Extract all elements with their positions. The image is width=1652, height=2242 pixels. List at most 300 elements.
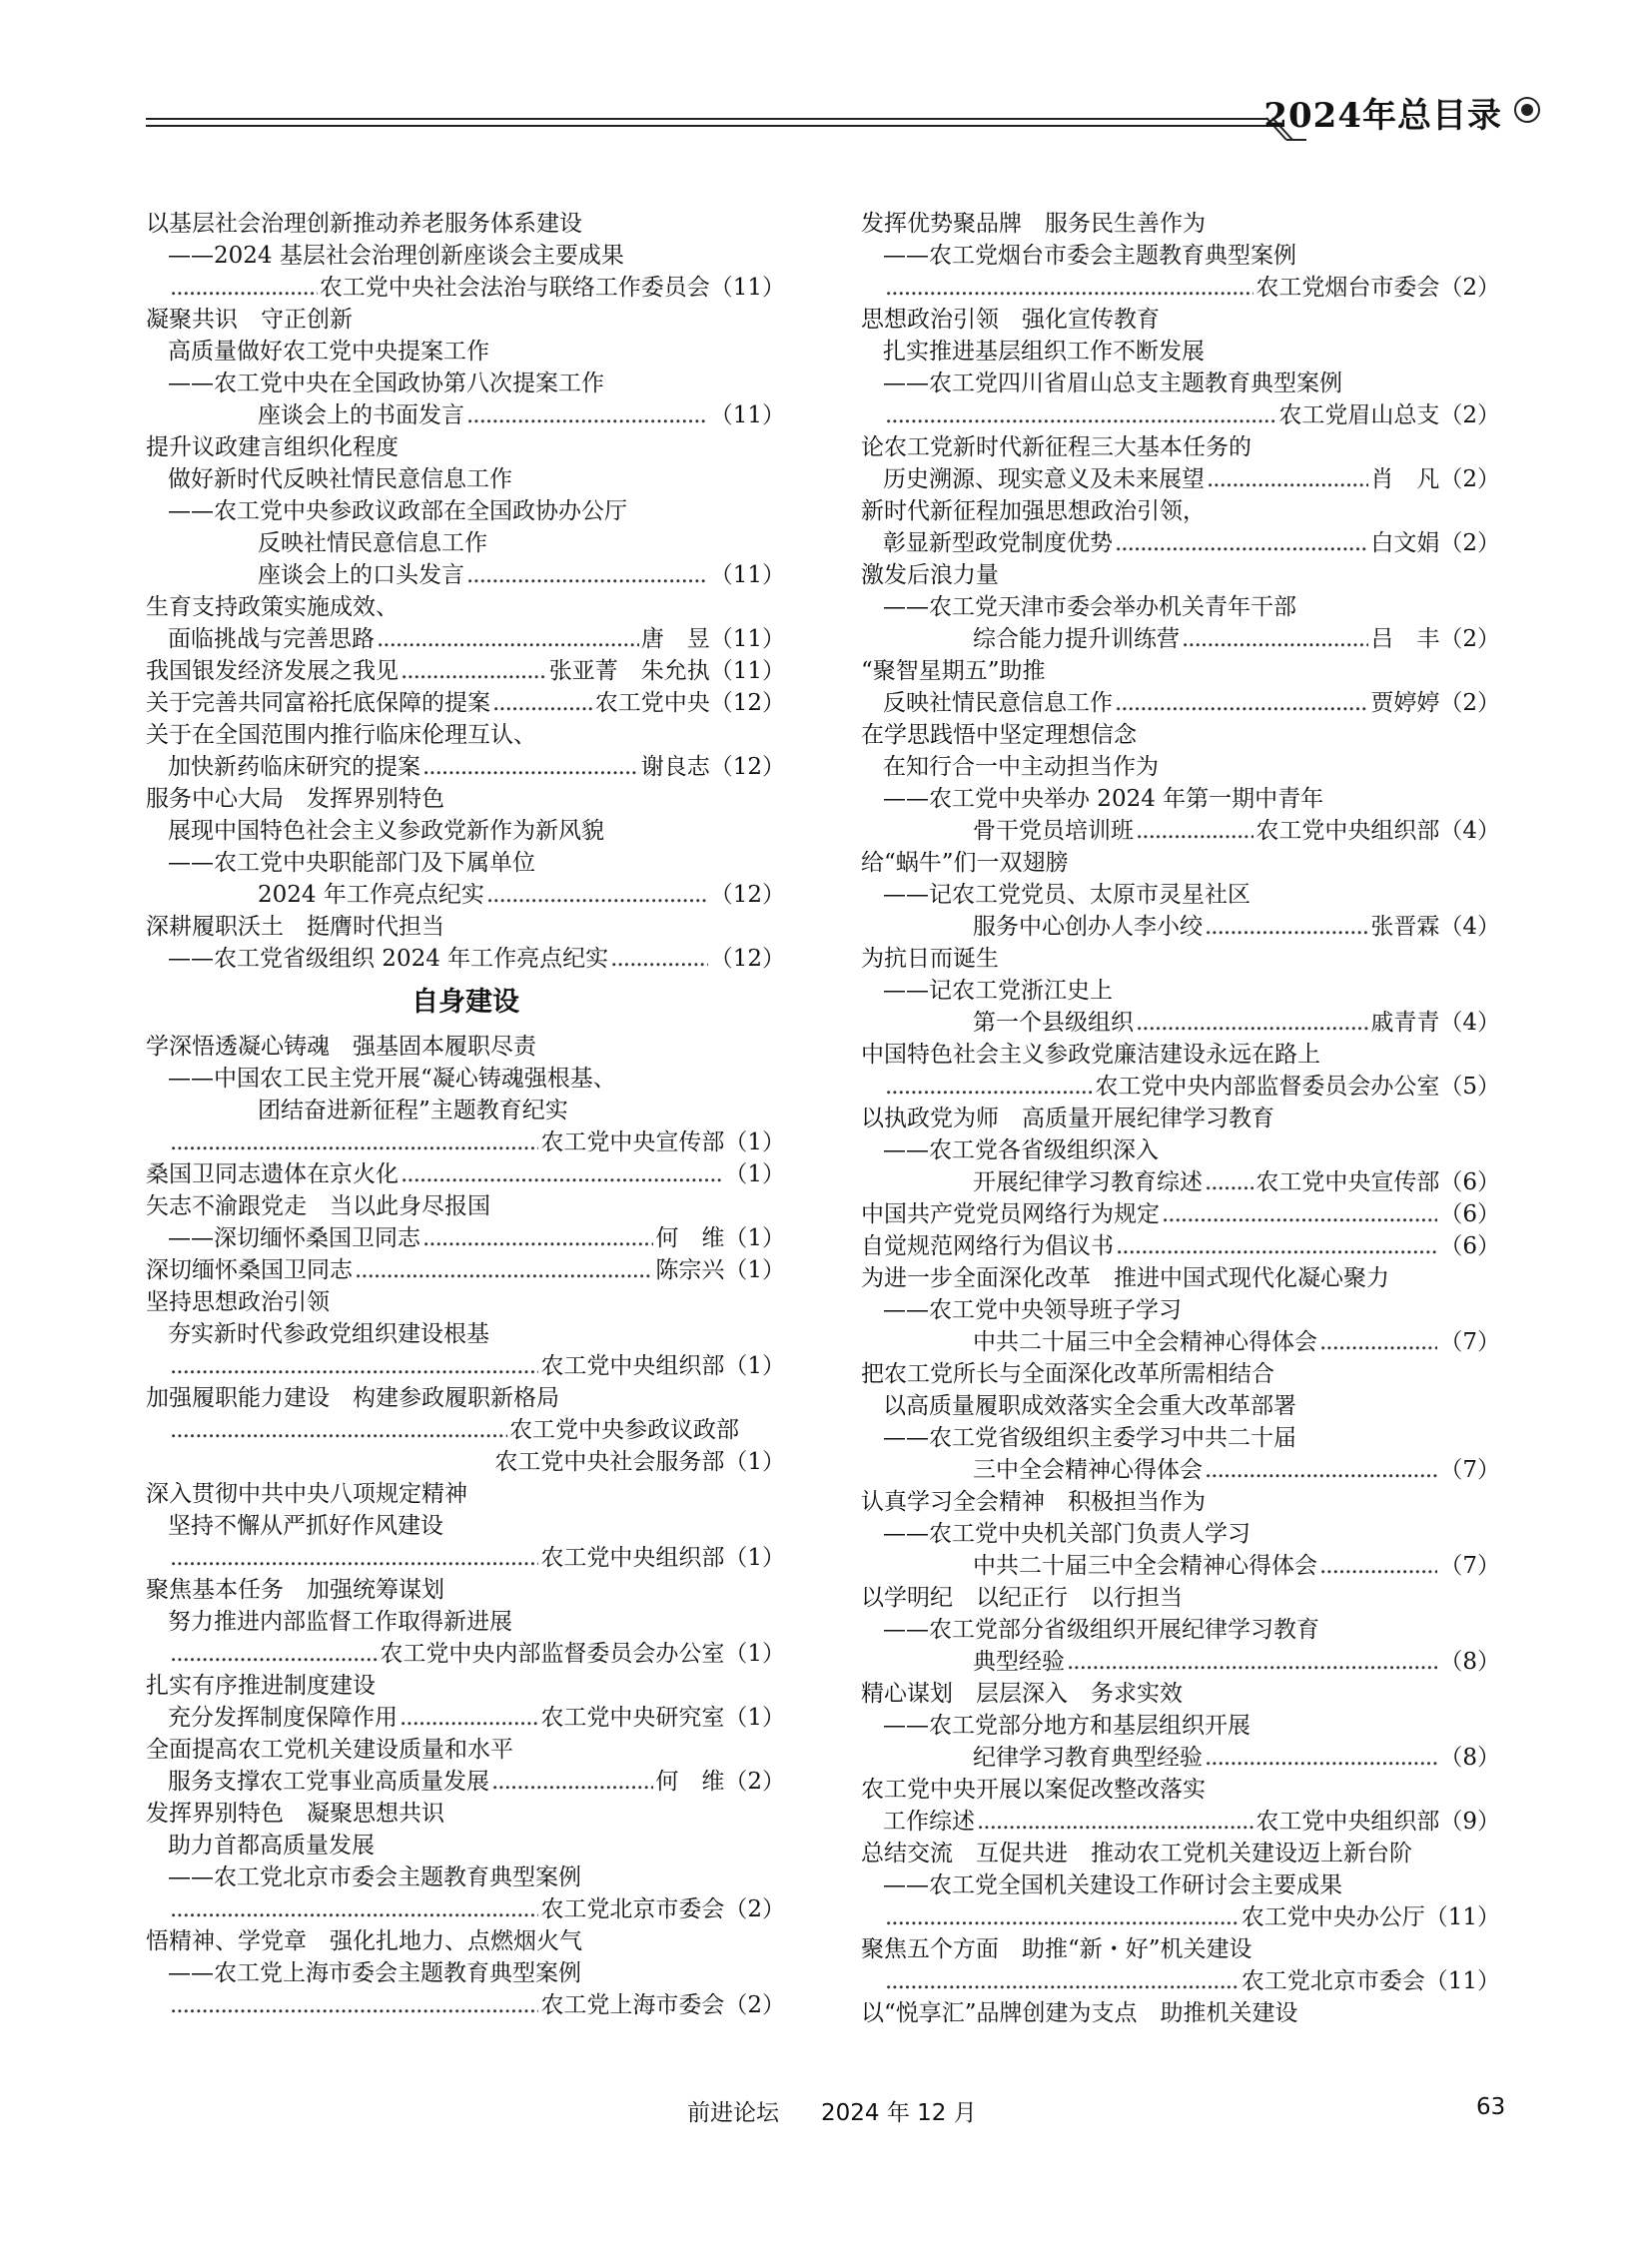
dot-leader	[422, 1222, 653, 1254]
entry-issue: （9）	[1439, 1809, 1500, 1835]
dot-leader	[977, 1806, 1253, 1838]
entry-title: ——农工党中央领导班子学习	[883, 1297, 1182, 1323]
entry-title: 中共二十届三中全会精神心得体会	[973, 1553, 1317, 1579]
toc-entry-line	[146, 1925, 785, 1957]
toc-entry-line	[861, 1742, 1500, 1774]
toc-entry-line	[146, 1190, 785, 1222]
entry-title: 聚焦基本任务 加强统筹谋划	[146, 1577, 444, 1603]
entry-title: 提升议政建言组织化程度	[146, 434, 399, 460]
entry-title: 关于完善共同富裕托底保障的提案	[146, 690, 490, 716]
entry-author: 农工党中央组织部	[540, 1353, 725, 1379]
page-number: 63	[1476, 2094, 1506, 2120]
toc-entry-line	[146, 911, 785, 943]
entry-title: 给“蜗牛”们一双翅膀	[861, 850, 1069, 876]
entry-title: 座谈会上的书面发言	[258, 402, 464, 428]
entry-author: 农工党中央社会服务部	[494, 1449, 725, 1475]
toc-entry-line	[146, 1606, 785, 1638]
toc-entry-line	[146, 1702, 785, 1734]
dot-leader	[377, 623, 639, 655]
entry-title: 骨干党员培训班	[973, 818, 1134, 844]
entry-title: 努力推进内部监督工作取得新进展	[168, 1609, 512, 1635]
entry-title: 矢志不渝跟党走 当以此身尽报国	[146, 1193, 490, 1219]
entry-author: 肖 凡	[1370, 466, 1440, 492]
entry-title: 以基层社会治理创新推动养老服务体系建设	[146, 211, 582, 237]
entry-title: 全面提高农工党机关建设质量和水平	[146, 1737, 513, 1763]
entry-issue: （6）	[1439, 1169, 1500, 1195]
toc-entry-line	[861, 1614, 1500, 1646]
entry-title: 坚持思想政治引领	[146, 1289, 330, 1315]
entry-title: 深切缅怀桑国卫同志	[146, 1257, 353, 1283]
dot-leader	[170, 1893, 538, 1925]
entry-title: ——农工党省级组织主委学习中共二十届	[883, 1425, 1296, 1451]
entry-issue: （2）	[1439, 626, 1500, 652]
entry-title: 第一个县级组织	[973, 1010, 1134, 1036]
entry-title: ——2024 基层社会治理创新座谈会主要成果	[168, 243, 624, 269]
header-rule-bottom	[146, 125, 1268, 127]
toc-entry-line	[146, 1574, 785, 1606]
toc-entry-line	[146, 1350, 785, 1382]
toc-entry-line	[146, 1862, 785, 1893]
toc-entry-line	[861, 591, 1500, 623]
toc-entry-line	[861, 1390, 1500, 1422]
dot-leader	[466, 399, 708, 431]
toc-entry-line	[146, 591, 785, 623]
toc-entry-line	[146, 1957, 785, 1989]
page-footer	[0, 2094, 1652, 2130]
entry-issue: （1）	[724, 1129, 785, 1155]
entry-title: 反映社情民意信息工作	[883, 690, 1113, 716]
entry-issue: （1）	[724, 1225, 785, 1251]
entry-title: 我国银发经济发展之我见	[146, 658, 399, 684]
toc-entry-line	[861, 1901, 1500, 1933]
entry-issue: （1）	[724, 1545, 785, 1571]
toc-entry-line	[861, 1518, 1500, 1550]
entry-issue: （11）	[709, 658, 785, 684]
entry-author: 何 维	[655, 1225, 725, 1251]
entry-title: 服务中心创办人李小绞	[973, 914, 1203, 940]
entry-issue: （12）	[709, 754, 785, 780]
entry-author: 农工党烟台市委会	[1255, 275, 1440, 301]
entry-title: 纪律学习教育典型经验	[973, 1745, 1203, 1771]
dot-leader	[170, 272, 318, 304]
entry-title: 生育支持政策实施成效、	[146, 594, 399, 620]
entry-title: ——农工党天津市委会举办机关青年干部	[883, 594, 1296, 620]
entry-issue: （2）	[1439, 275, 1500, 301]
entry-title: ——农工党四川省眉山总支主题教育典型案例	[883, 371, 1342, 396]
entry-title: ——记农工党浙江史上	[883, 978, 1113, 1004]
entry-title: 桑国卫同志遗体在京火化	[146, 1161, 399, 1187]
toc-entry-line	[861, 527, 1500, 559]
entry-title: 服务中心大局 发挥界别特色	[146, 786, 444, 812]
dot-leader	[1319, 1550, 1437, 1582]
toc-entry-line	[146, 1158, 785, 1190]
entry-issue: （2）	[1439, 690, 1500, 716]
entry-author: 张晋霖	[1370, 914, 1440, 940]
entry-issue: （2）	[724, 1896, 785, 1922]
toc-entry-line	[146, 1510, 785, 1542]
entry-title: 悟精神、学党章 强化扎地力、点燃烟火气	[146, 1928, 582, 1954]
entry-author: 农工党中央内部监督委员会办公室	[1095, 1074, 1440, 1100]
dot-leader	[170, 1350, 538, 1382]
toc-entry-line	[861, 336, 1500, 368]
toc-entry-line	[861, 1007, 1500, 1039]
toc-entry-line	[146, 1031, 785, 1063]
toc-entry-line	[861, 1582, 1500, 1614]
entry-title: 展现中国特色社会主义参政党新作为新风貌	[168, 818, 604, 844]
toc-entry-line	[146, 719, 785, 751]
entry-issue: （11）	[709, 402, 785, 428]
toc-entry-line	[146, 879, 785, 911]
entry-issue: （2）	[1439, 466, 1500, 492]
entry-title: ——农工党各省级组织深入	[883, 1137, 1159, 1163]
entry-title: 以“悦享汇”品牌创建为支点 助推机关建设	[861, 2000, 1298, 2026]
entry-title: 深入贯彻中共中央八项规定精神	[146, 1481, 467, 1507]
dot-leader	[491, 1766, 653, 1798]
entry-title: 深耕履职沃土 挺膺时代担当	[146, 914, 444, 940]
toc-entry-line	[146, 559, 785, 591]
entry-issue: （6）	[1439, 1233, 1500, 1259]
toc-entry-line	[146, 1989, 785, 2021]
dot-leader	[400, 1702, 538, 1734]
toc-entry-line	[146, 240, 785, 272]
entry-author: 贾婷婷	[1370, 690, 1440, 716]
entry-title: 新时代新征程加强思想政治引领，	[861, 498, 1206, 524]
dot-leader	[1319, 1326, 1437, 1358]
toc-entry-line	[861, 815, 1500, 847]
dot-leader	[1182, 623, 1368, 655]
toc-entry-line	[861, 719, 1500, 751]
toc-entry-line	[861, 687, 1500, 719]
entry-title: 以学明纪 以纪正行 以行担当	[861, 1585, 1183, 1611]
toc-column-right	[861, 208, 1500, 2029]
entry-author: 农工党中央研究室	[540, 1705, 725, 1731]
toc-entry-line	[861, 1039, 1500, 1071]
dot-leader	[170, 1126, 538, 1158]
entry-issue: （7）	[1439, 1457, 1500, 1483]
entry-author: 农工党中央内部监督委员会办公室	[380, 1641, 725, 1667]
toc-entry-line	[146, 751, 785, 783]
toc-entry-line	[146, 272, 785, 304]
entry-title: 在知行合一中主动担当作为	[883, 754, 1159, 780]
entry-issue: （4）	[1439, 818, 1500, 844]
dot-leader	[885, 1071, 1093, 1103]
toc-entry-line	[146, 1478, 785, 1510]
entry-title: 2024 年工作亮点纪实	[258, 882, 484, 908]
entry-title: 工作综述	[883, 1809, 975, 1835]
entry-author: 农工党中央组织部	[1255, 818, 1440, 844]
entry-title: 聚焦五个方面 助推“新・好”机关建设	[861, 1936, 1252, 1962]
dot-leader	[1115, 527, 1368, 559]
entry-issue: （7）	[1439, 1329, 1500, 1355]
toc-entry-line	[146, 1670, 785, 1702]
toc-entry-line	[861, 1326, 1500, 1358]
dot-leader	[401, 655, 547, 687]
entry-title: 综合能力提升训练营	[973, 626, 1180, 652]
entry-title: 中国共产党党员网络行为规定	[861, 1201, 1160, 1227]
header-rule-top	[146, 118, 1268, 120]
entry-issue: （1）	[724, 1353, 785, 1379]
entry-issue: （1）	[724, 1257, 785, 1283]
toc-entry-line	[146, 304, 785, 336]
entry-author: 农工党中央组织部	[540, 1545, 725, 1571]
entry-author: 戚青青	[1370, 1010, 1440, 1036]
entry-title: 思想政治引领 强化宣传教育	[861, 307, 1160, 333]
entry-issue: （12）	[709, 946, 785, 972]
toc-entry-line	[146, 815, 785, 847]
entry-author: 农工党中央宣传部	[1255, 1169, 1440, 1195]
entry-title: ——农工党中央参政议政部在全国政协办公厅	[168, 498, 627, 524]
toc-entry-line	[861, 847, 1500, 879]
toc-entry-line	[146, 1095, 785, 1126]
toc-entry-line	[861, 623, 1500, 655]
entry-author: 农工党眉山总支	[1278, 402, 1440, 428]
dot-leader	[1136, 1007, 1368, 1039]
entry-author: 白文娟	[1370, 530, 1440, 556]
entry-title: ——农工党上海市委会主题教育典型案例	[168, 1960, 581, 1986]
toc-entry-line	[146, 1254, 785, 1286]
toc-entry-line	[861, 1774, 1500, 1806]
entry-title: 发挥界别特色 凝聚思想共识	[146, 1801, 444, 1827]
toc-entry-line	[861, 1550, 1500, 1582]
entry-issue: （1）	[724, 1449, 785, 1475]
toc-entry-line	[146, 1126, 785, 1158]
toc-entry-line	[861, 879, 1500, 911]
entry-title: 学深悟透凝心铸魂 强基固本履职尽责	[146, 1034, 536, 1060]
toc-entry-line	[146, 1414, 785, 1446]
dot-leader	[170, 1542, 538, 1574]
entry-title: 助力首都高质量发展	[168, 1833, 375, 1859]
entry-title: 总结交流 互促共进 推动农工党机关建设迈上新台阶	[861, 1841, 1412, 1867]
entry-title: 典型经验	[973, 1649, 1065, 1675]
entry-title: 彰显新型政党制度优势	[883, 530, 1113, 556]
toc-entry-line	[146, 1446, 785, 1478]
entry-issue: （2）	[1439, 530, 1500, 556]
toc-entry-line	[146, 623, 785, 655]
entry-issue: （4）	[1439, 1010, 1500, 1036]
entry-issue: （1）	[724, 1641, 785, 1667]
entry-title: 中国特色社会主义参政党廉洁建设永远在路上	[861, 1042, 1320, 1068]
dot-leader	[1115, 687, 1368, 719]
toc-entry-line	[146, 1318, 785, 1350]
dot-leader	[1162, 1198, 1437, 1230]
entry-issue: （2）	[724, 1769, 785, 1795]
toc-entry-line	[861, 399, 1500, 431]
toc-entry-line	[861, 1965, 1500, 1997]
header-bullet-icon	[1514, 97, 1540, 123]
entry-title: ——深切缅怀桑国卫同志	[168, 1225, 420, 1251]
entry-title: ——中国农工民主党开展“凝心铸魂强根基、	[168, 1066, 616, 1092]
toc-entry-line	[861, 1933, 1500, 1965]
dot-leader	[466, 559, 708, 591]
toc-entry-line	[861, 463, 1500, 495]
toc-entry-line	[146, 1222, 785, 1254]
entry-title: 做好新时代反映社情民意信息工作	[168, 466, 512, 492]
entry-title: 发挥优势聚品牌 服务民生善作为	[861, 211, 1206, 237]
dot-leader	[170, 1414, 507, 1446]
toc-entry-line	[146, 1542, 785, 1574]
entry-issue: （1）	[724, 1161, 785, 1187]
entry-author: 吕 丰	[1370, 626, 1440, 652]
entry-title: 加快新药临床研究的提案	[168, 754, 420, 780]
entry-issue: （5）	[1439, 1074, 1500, 1100]
toc-entry-line	[146, 783, 785, 815]
toc-entry-line	[146, 1286, 785, 1318]
entry-title: ——农工党烟台市委会主题教育典型案例	[883, 243, 1296, 269]
dot-leader	[355, 1254, 653, 1286]
toc-entry-line	[861, 431, 1500, 463]
entry-title: 激发后浪力量	[861, 562, 999, 588]
entry-title: 反映社情民意信息工作	[258, 530, 487, 556]
entry-issue: （11）	[709, 562, 785, 588]
toc-entry-line	[146, 208, 785, 240]
entry-issue: （4）	[1439, 914, 1500, 940]
entry-title: 为抗日而诞生	[861, 946, 999, 972]
toc-column-left	[146, 208, 785, 2021]
toc-entry-line	[861, 1166, 1500, 1198]
entry-title: 关于在全国范围内推行临床伦理互认、	[146, 722, 536, 748]
section-heading: 自身建设	[412, 987, 519, 1018]
toc-entry-line	[861, 783, 1500, 815]
dot-leader	[422, 751, 639, 783]
toc-entry-line	[146, 495, 785, 527]
entry-title: 认真学习全会精神 积极担当作为	[861, 1489, 1206, 1515]
entry-issue: （11）	[1424, 1968, 1500, 1994]
dot-leader	[1207, 463, 1368, 495]
toc-entry-line	[146, 1798, 785, 1830]
entry-issue: （11）	[709, 626, 785, 652]
entry-title: ——记农工党党员、太原市灵星社区	[883, 882, 1250, 908]
toc-entry-line	[146, 1734, 785, 1766]
dot-leader	[1067, 1646, 1437, 1678]
toc-entry-line	[861, 1997, 1500, 2029]
entry-title: “聚智星期五”助推	[861, 658, 1046, 684]
toc-entry-line	[146, 655, 785, 687]
entry-issue: （2）	[1439, 402, 1500, 428]
toc-entry-line	[861, 1806, 1500, 1838]
entry-author: 农工党中央社会法治与联络工作委员会	[319, 275, 710, 301]
toc-entry-line	[146, 1382, 785, 1414]
entry-title: ——农工党北京市委会主题教育典型案例	[168, 1865, 581, 1890]
entry-title: ——农工党中央职能部门及下属单位	[168, 850, 535, 876]
toc-entry-line	[146, 1766, 785, 1798]
toc-entry-line	[146, 527, 785, 559]
toc-entry-line	[861, 1486, 1500, 1518]
toc-entry-line	[146, 463, 785, 495]
toc-entry-line	[861, 1262, 1500, 1294]
toc-entry-line	[146, 431, 785, 463]
toc-entry-line	[146, 1063, 785, 1095]
toc-entry-line	[146, 687, 785, 719]
toc-entry-line	[861, 1103, 1500, 1134]
toc-entry-line	[861, 495, 1500, 527]
entry-author: 农工党北京市委会	[1240, 1968, 1425, 1994]
toc-entry-line	[146, 399, 785, 431]
toc-entry-line	[861, 655, 1500, 687]
dot-leader	[170, 1989, 538, 2021]
entry-title: 三中全会精神心得体会	[973, 1457, 1203, 1483]
dot-leader	[885, 1901, 1239, 1933]
entry-author: 农工党中央参政议政部	[509, 1417, 739, 1443]
dot-leader	[885, 399, 1276, 431]
toc-entry-line	[146, 1893, 785, 1925]
entry-title: 坚持不懈从严抓好作风建设	[168, 1513, 443, 1539]
entry-issue: （6）	[1439, 1201, 1500, 1227]
dot-leader	[492, 687, 593, 719]
dot-leader	[885, 272, 1253, 304]
entry-title: ——农工党省级组织 2024 年工作亮点纪实	[168, 946, 609, 972]
entry-title: 论农工党新时代新征程三大基本任务的	[861, 434, 1251, 460]
toc-entry-line	[861, 1422, 1500, 1454]
entry-title: 为进一步全面深化改革 推进中国式现代化凝心聚力	[861, 1265, 1389, 1291]
dot-leader	[1116, 1230, 1437, 1262]
toc-entry-line	[146, 336, 785, 368]
entry-title: 以执政党为师 高质量开展纪律学习教育	[861, 1106, 1274, 1131]
entry-title: ——农工党中央举办 2024 年第一期中青年	[883, 786, 1324, 812]
toc-entry-line	[861, 304, 1500, 336]
entry-author: 农工党上海市委会	[540, 1992, 725, 2018]
toc-entry-line	[861, 1071, 1500, 1103]
toc-entry-line	[861, 1134, 1500, 1166]
entry-title: 精心谋划 层层深入 务求实效	[861, 1681, 1183, 1707]
entry-title: 历史溯源、现实意义及未来展望	[883, 466, 1205, 492]
entry-title: 座谈会上的口头发言	[258, 562, 464, 588]
toc-entry-line	[861, 1710, 1500, 1742]
toc-entry-line	[861, 1198, 1500, 1230]
entry-title: ——农工党中央在全国政协第八次提案工作	[168, 371, 604, 396]
footer-date: 2024 年 12 月	[821, 2100, 977, 2126]
toc-entry-line	[861, 751, 1500, 783]
entry-issue: （12）	[709, 882, 785, 908]
entry-author: 农工党中央宣传部	[540, 1129, 725, 1155]
dot-leader	[401, 1158, 722, 1190]
entry-title: 加强履职能力建设 构建参政履职新格局	[146, 1385, 559, 1411]
entry-issue	[739, 1414, 785, 1446]
entry-title: 夯实新时代参政党组织建设根基	[168, 1321, 489, 1347]
entry-author: 张亚菁 朱允执	[548, 658, 710, 684]
entry-title: 高质量做好农工党中央提案工作	[168, 339, 489, 365]
entry-author: 农工党中央	[594, 690, 710, 716]
toc-entry-line	[146, 847, 785, 879]
entry-title: 在学思践悟中坚定理想信念	[861, 722, 1137, 748]
entry-author: 农工党中央办公厅	[1240, 1904, 1425, 1930]
toc-entry-line	[861, 1294, 1500, 1326]
entry-issue: （8）	[1439, 1649, 1500, 1675]
toc-entry-line	[861, 559, 1500, 591]
toc-entry-line	[861, 208, 1500, 240]
entry-author: 农工党北京市委会	[540, 1896, 725, 1922]
toc-entry-line	[146, 943, 785, 975]
entry-author: 唐 昱	[640, 626, 710, 652]
toc-entry-line	[861, 1869, 1500, 1901]
entry-issue: （11）	[1424, 1904, 1500, 1930]
toc-entry-line	[861, 911, 1500, 943]
toc-entry-line	[861, 1454, 1500, 1486]
toc-entry-line	[146, 1638, 785, 1670]
entry-title: 把农工党所长与全面深化改革所需相结合	[861, 1361, 1274, 1387]
toc-entry-line	[861, 368, 1500, 399]
entry-title: 自觉规范网络行为倡议书	[861, 1233, 1114, 1259]
entry-title: 团结奋进新征程”主题教育纪实	[258, 1098, 568, 1123]
header-title: 2024年总目录	[1263, 96, 1502, 136]
entry-title: 中共二十届三中全会精神心得体会	[973, 1329, 1317, 1355]
entry-title: 凝聚共识 守正创新	[146, 307, 353, 333]
entry-issue: （8）	[1439, 1745, 1500, 1771]
dot-leader	[1205, 1742, 1437, 1774]
toc-entry-line	[861, 240, 1500, 272]
toc-entry-line	[861, 1838, 1500, 1869]
dot-leader	[885, 1965, 1239, 1997]
toc-entry-line	[861, 1358, 1500, 1390]
